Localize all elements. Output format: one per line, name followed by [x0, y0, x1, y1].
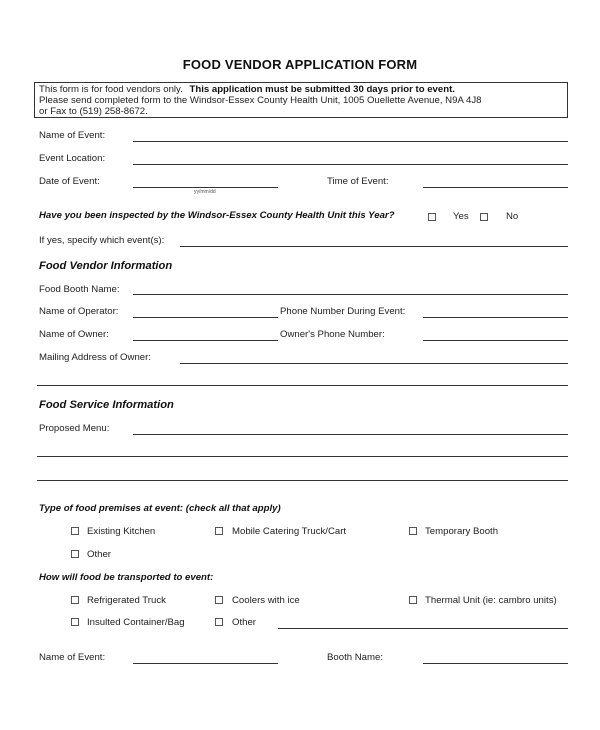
inspection-question: Have you been inspected by the Windsor-Essex County Health Unit this Year? [39, 210, 395, 221]
temporary-booth-label: Temporary Booth [425, 526, 499, 537]
event-location-label: Event Location: [39, 153, 106, 164]
transport-other-field[interactable] [278, 628, 568, 629]
no-checkbox[interactable] [480, 213, 488, 221]
vendor-info-heading: Food Vendor Information [39, 260, 173, 272]
transport-other-label: Other [232, 617, 256, 628]
owner-phone-field[interactable] [423, 340, 568, 341]
premises-other-label: Other [87, 549, 111, 560]
coolers-label: Coolers with ice [232, 595, 300, 606]
event-date-label: Date of Event: [39, 176, 100, 187]
temporary-booth-checkbox[interactable] [409, 527, 417, 535]
yes-checkbox[interactable] [428, 213, 436, 221]
footer-event-name-label: Name of Event: [39, 652, 106, 663]
booth-name-field[interactable] [133, 294, 568, 295]
notice-line-3: or Fax to (519) 258-8672. [39, 106, 148, 117]
premises-question: Type of food premises at event: (check all that apply) [39, 503, 281, 514]
footer-booth-name-field[interactable] [423, 663, 568, 664]
no-label: No [506, 211, 519, 222]
proposed-menu-field-2[interactable] [37, 456, 568, 457]
insulated-container-checkbox[interactable] [71, 618, 79, 626]
form-title: FOOD VENDOR APPLICATION FORM [182, 57, 418, 72]
mailing-address-field-2[interactable] [37, 385, 568, 386]
mailing-address-label: Mailing Address of Owner: [39, 352, 151, 363]
service-info-heading: Food Service Information [39, 399, 174, 411]
thermal-unit-checkbox[interactable] [409, 596, 417, 604]
insulated-container-label: Insulted Container/Bag [87, 617, 185, 628]
transport-question: How will food be transported to event: [39, 572, 214, 583]
booth-name-label: Food Booth Name: [39, 284, 120, 295]
notice-line-1: This form is for food vendors only. This application must be submitted 30 days prior to event. [39, 84, 455, 95]
specify-events-label: If yes, specify which event(s): [39, 235, 165, 246]
notice-box [34, 82, 568, 118]
event-time-label: Time of Event: [327, 176, 389, 187]
transport-other-checkbox[interactable] [215, 618, 223, 626]
yes-label: Yes [453, 211, 469, 222]
mobile-truck-checkbox[interactable] [215, 527, 223, 535]
coolers-checkbox[interactable] [215, 596, 223, 604]
event-time-field[interactable] [423, 187, 568, 188]
refrigerated-truck-label: Refrigerated Truck [87, 595, 166, 606]
owner-name-label: Name of Owner: [39, 329, 109, 340]
date-format-hint: yy/mm/dd [194, 189, 216, 195]
event-name-label: Name of Event: [39, 130, 106, 141]
phone-during-event-field[interactable] [423, 317, 568, 318]
event-name-field[interactable] [133, 141, 568, 142]
operator-name-field[interactable] [133, 317, 278, 318]
thermal-unit-label: Thermal Unit (ie: cambro units) [425, 595, 557, 606]
premises-other-checkbox[interactable] [71, 550, 79, 558]
proposed-menu-label: Proposed Menu: [39, 423, 110, 434]
owner-name-field[interactable] [133, 340, 278, 341]
footer-event-name-field[interactable] [133, 663, 278, 664]
existing-kitchen-label: Existing Kitchen [87, 526, 156, 537]
mailing-address-field[interactable] [180, 363, 568, 364]
mobile-truck-label: Mobile Catering Truck/Cart [232, 526, 347, 537]
existing-kitchen-checkbox[interactable] [71, 527, 79, 535]
notice-line-2: Please send completed form to the Windsor-Essex County Health Unit, 1005 Ouellette Avenue, N9A 4J8 [39, 95, 482, 106]
owner-phone-label: Owner's Phone Number: [280, 329, 385, 340]
footer-booth-name-label: Booth Name: [327, 652, 383, 663]
proposed-menu-field[interactable] [133, 434, 568, 435]
phone-during-event-label: Phone Number During Event: [280, 306, 406, 317]
operator-name-label: Name of Operator: [39, 306, 119, 317]
proposed-menu-field-3[interactable] [37, 480, 568, 481]
specify-events-field[interactable] [180, 246, 568, 247]
refrigerated-truck-checkbox[interactable] [71, 596, 79, 604]
event-location-field[interactable] [133, 164, 568, 165]
event-date-field[interactable] [133, 187, 278, 188]
